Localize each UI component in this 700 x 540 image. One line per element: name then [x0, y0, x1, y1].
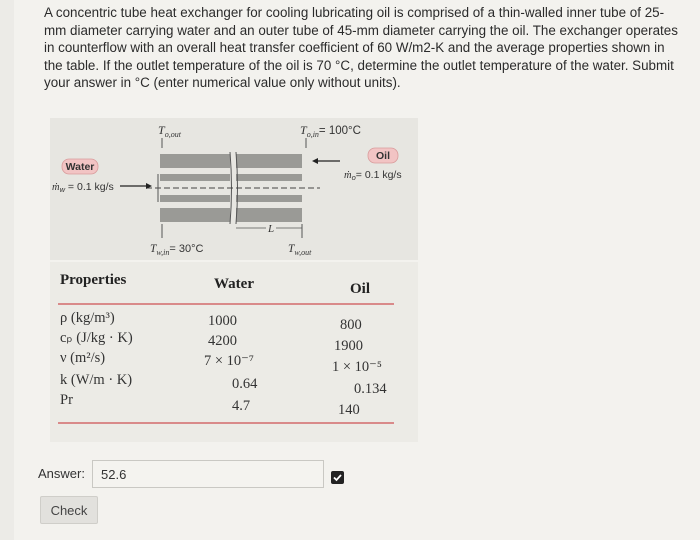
inner-tube-bottom-left	[160, 195, 230, 202]
water-label: Water	[65, 161, 95, 173]
answer-label: Answer:	[38, 466, 85, 481]
row-nu-label: ν (m²/s)	[60, 350, 106, 366]
row-cp-oil: 1900	[334, 338, 363, 354]
row-pr-water: 4.7	[232, 398, 251, 414]
heat-exchanger-figure	[50, 118, 418, 260]
row-density-water: 1000	[208, 313, 237, 329]
t-o-in-label: $T_{o,in}= 100^\circ C$	[300, 123, 361, 139]
answer-input[interactable]	[92, 460, 324, 488]
row-pr-label: Pr	[60, 392, 73, 408]
inner-tube-bottom-right	[236, 195, 302, 202]
outer-tube-top-left	[160, 154, 230, 168]
outer-tube-bottom-left	[160, 208, 230, 222]
row-nu-water: 7 × 10⁻⁷	[204, 353, 254, 369]
water-flow-label: ṁw = 0.1 kg/s	[52, 181, 114, 194]
header-water: Water	[214, 276, 254, 292]
heat-exchanger-diagram	[50, 118, 418, 260]
row-density-label: ρ (kg/m³)	[60, 310, 115, 326]
inner-tube-top-left	[160, 174, 230, 181]
inner-tube-top-right	[236, 174, 302, 181]
table-bottom-rule	[58, 422, 394, 424]
row-cp-water: 4200	[208, 333, 237, 349]
row-density-oil: 800	[340, 317, 362, 333]
t-w-out-label: $T_{w,out}$	[288, 243, 312, 257]
row-k-oil: 0.134	[354, 381, 387, 397]
row-nu-oil: 1 × 10⁻⁵	[332, 359, 382, 375]
check-icon	[331, 471, 344, 484]
row-cp-label: cₚ (J/kg · K)	[60, 330, 133, 346]
table-top-rule	[58, 303, 394, 305]
question-text: A concentric tube heat exchanger for cooling lubricating oil is comprised of a thin-walled inner tube of 25-mm diameter carrying water and an outer tube of 45-mm diameter carrying the oil. The exchanger operates in counterflow with an overall heat transfer coefficient of 60 W/m2-K and the average properties shown in the table. If the outlet temperature of the oil is 70 °C, determine the outlet temperature of the water. Submit your answer in °C (enter numerical value only without units).	[44, 5, 678, 90]
row-k-water: 0.64	[232, 376, 258, 392]
oil-flow-label: ṁo= 0.1 kg/s	[344, 169, 402, 182]
outer-tube-top-right	[236, 154, 302, 168]
t-w-in-label: $T_{w,in}= 30^\circ C$	[150, 243, 204, 257]
row-pr-oil: 140	[338, 402, 360, 418]
oil-label: Oil	[375, 150, 391, 162]
row-k-label: k (W/m · K)	[60, 372, 133, 388]
properties-table	[50, 262, 418, 442]
check-button[interactable]: Check	[40, 496, 98, 524]
outer-tube-bottom-right	[236, 208, 302, 222]
header-properties: Properties	[60, 272, 127, 288]
oil-arrowhead-icon	[312, 158, 318, 164]
header-oil: Oil	[350, 281, 371, 297]
t-o-out-label: $T_{o,out}$	[158, 123, 181, 139]
length-label: L	[268, 223, 275, 235]
